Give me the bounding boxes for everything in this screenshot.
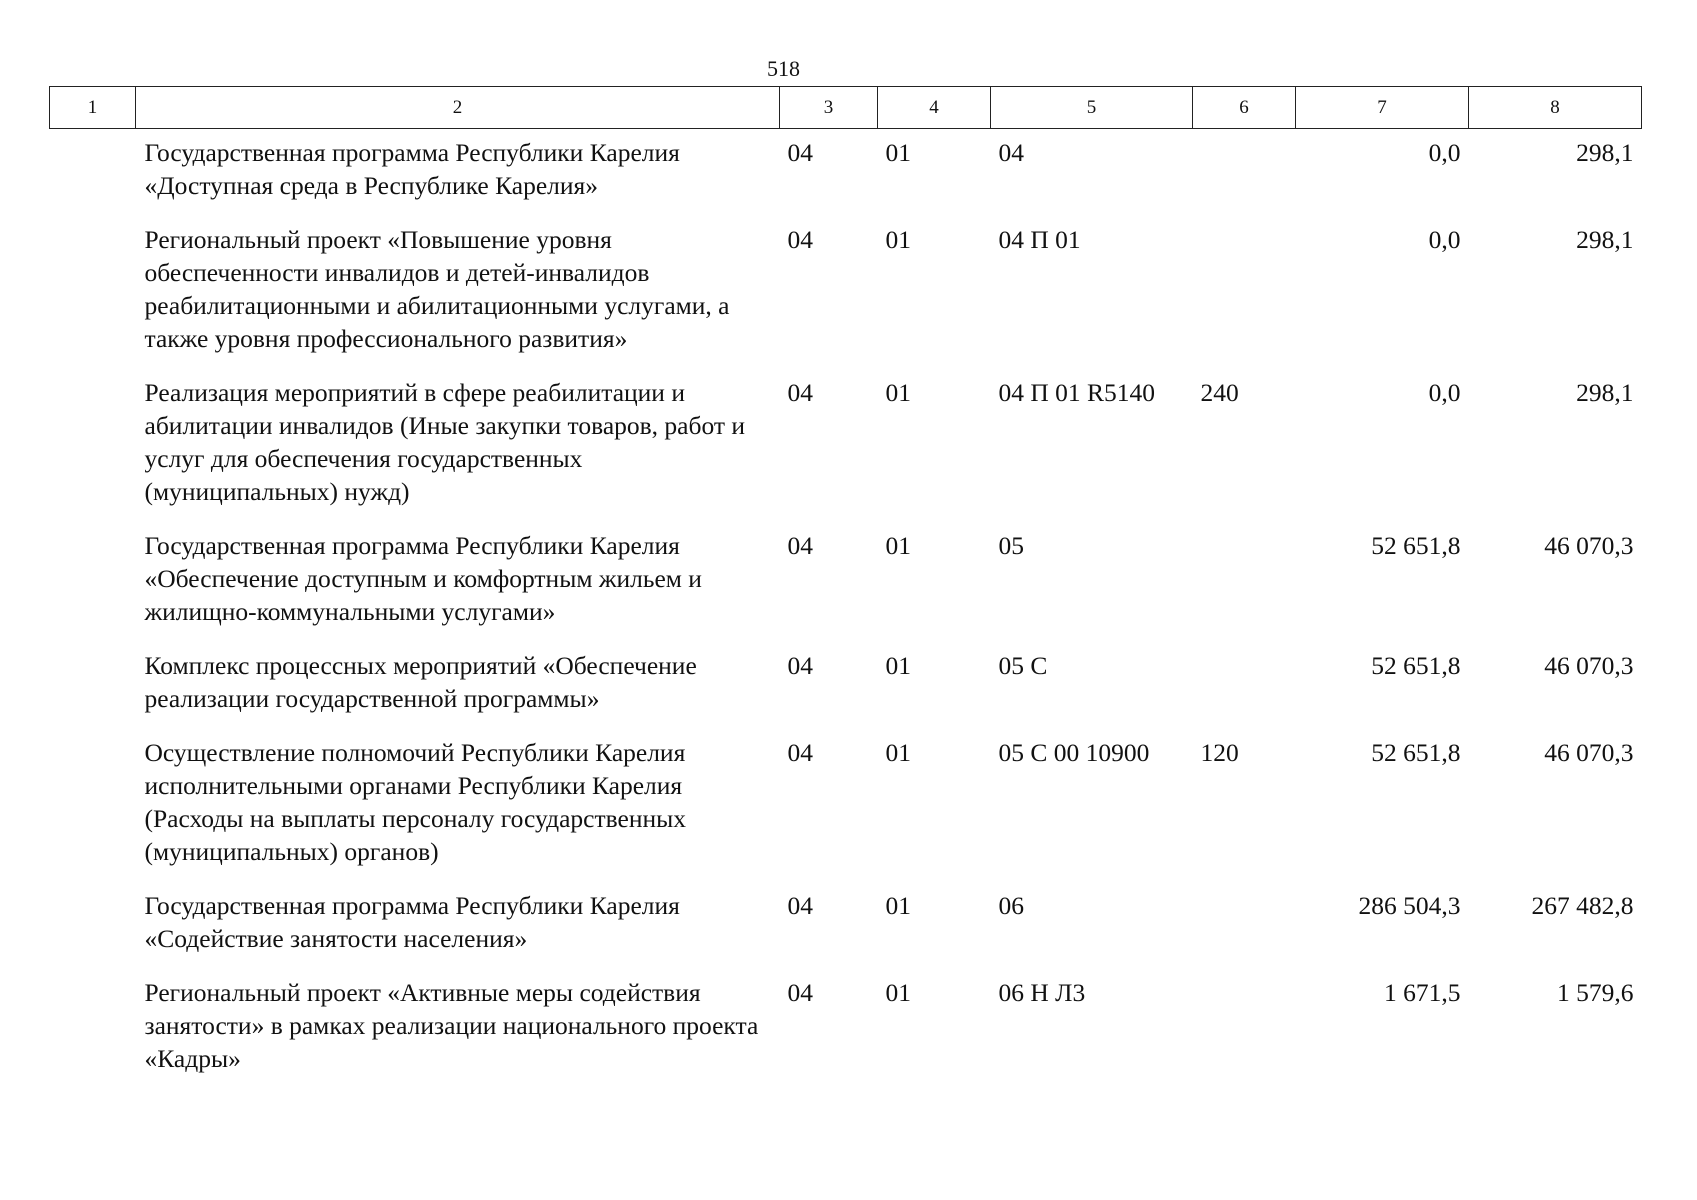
row-section-code: 04 <box>787 225 813 254</box>
row-section-code: 04 <box>787 138 813 167</box>
table-header <box>50 87 1642 129</box>
row-description: Региональный проект «Активные меры содействия занятости» в рамках реализации национального проекта «Кадры» <box>144 978 759 1073</box>
header-col-2: 2 <box>136 87 780 129</box>
row-section-code: 04 <box>787 378 813 407</box>
row-index-cell <box>50 129 136 214</box>
row-amount-col8: 1 579,6 <box>1557 978 1634 1007</box>
row-description: Государственная программа Республики Карелия «Содействие занятости населения» <box>144 891 680 953</box>
table-row <box>50 879 1642 966</box>
budget-table <box>49 86 1642 1086</box>
row-amount-col7: 1 671,5 <box>1384 978 1461 1007</box>
row-index-cell <box>50 366 136 519</box>
row-index-cell <box>50 966 136 1086</box>
table-row <box>50 519 1642 639</box>
header-col-6: 6 <box>1193 87 1296 129</box>
table-row <box>50 213 1642 366</box>
table-row <box>50 966 1642 1086</box>
row-amount-col7: 0,0 <box>1428 378 1461 407</box>
row-amount-col7: 52 651,8 <box>1371 531 1461 560</box>
row-subsection-code: 01 <box>885 738 911 767</box>
row-amount-col8: 46 070,3 <box>1544 738 1634 767</box>
row-amount-col8: 298,1 <box>1576 378 1634 407</box>
row-amount-col7: 52 651,8 <box>1371 738 1461 767</box>
row-target-code: 06 Н Л3 <box>998 978 1086 1007</box>
row-index-cell <box>50 213 136 366</box>
row-target-code: 04 П 01 R5140 <box>998 378 1156 407</box>
row-expense-type <box>1193 879 1296 966</box>
row-section-code: 04 <box>787 651 813 680</box>
header-col-8: 8 <box>1469 87 1642 129</box>
row-subsection-code: 01 <box>885 225 911 254</box>
row-subsection-code: 01 <box>885 651 911 680</box>
row-subsection-code: 01 <box>885 138 911 167</box>
row-expense-type: 240 <box>1200 378 1239 407</box>
row-expense-type <box>1193 966 1296 1086</box>
row-amount-col8: 298,1 <box>1576 138 1634 167</box>
row-description: Региональный проект «Повышение уровня обеспеченности инвалидов и детей-инвалидов реабилитационными и абилитационными услугами, а также уровня профессионального развития» <box>144 225 730 353</box>
row-target-code: 04 <box>998 138 1024 167</box>
header-col-7: 7 <box>1296 87 1469 129</box>
row-target-code: 06 <box>998 891 1024 920</box>
row-expense-type <box>1193 129 1296 214</box>
row-description: Реализация мероприятий в сфере реабилитации и абилитации инвалидов (Иные закупки товаров, работ и услуг для обеспечения государственных (муниципальных) нужд) <box>144 378 746 506</box>
page-number <box>0 56 1697 82</box>
row-section-code: 04 <box>787 891 813 920</box>
row-subsection-code: 01 <box>885 891 911 920</box>
row-expense-type <box>1193 639 1296 726</box>
row-expense-type <box>1193 519 1296 639</box>
row-section-code: 04 <box>787 531 813 560</box>
row-section-code: 04 <box>787 738 813 767</box>
header-col-3: 3 <box>780 87 878 129</box>
row-amount-col7: 286 504,3 <box>1358 891 1461 920</box>
row-description: Комплекс процессных мероприятий «Обеспечение реализации государственной программы» <box>144 651 697 713</box>
row-target-code: 05 С <box>998 651 1048 680</box>
table-row <box>50 726 1642 879</box>
row-amount-col8: 267 482,8 <box>1531 891 1634 920</box>
row-section-code: 04 <box>787 978 813 1007</box>
row-subsection-code: 01 <box>885 531 911 560</box>
row-index-cell <box>50 639 136 726</box>
row-subsection-code: 01 <box>885 378 911 407</box>
table-row <box>50 639 1642 726</box>
row-subsection-code: 01 <box>885 978 911 1007</box>
row-amount-col8: 46 070,3 <box>1544 651 1634 680</box>
row-amount-col7: 0,0 <box>1428 225 1461 254</box>
row-index-cell <box>50 879 136 966</box>
header-row <box>50 87 1642 129</box>
row-amount-col8: 298,1 <box>1576 225 1634 254</box>
row-target-code: 05 С 00 10900 <box>998 738 1150 767</box>
row-amount-col8: 46 070,3 <box>1544 531 1634 560</box>
table-row <box>50 129 1642 214</box>
row-target-code: 04 П 01 <box>998 225 1081 254</box>
row-target-code: 05 <box>998 531 1024 560</box>
row-index-cell <box>50 726 136 879</box>
page-number-text: 518 <box>767 56 800 81</box>
row-index-cell <box>50 519 136 639</box>
row-expense-type <box>1193 213 1296 366</box>
header-col-5: 5 <box>991 87 1193 129</box>
row-description: Государственная программа Республики Карелия «Доступная среда в Республике Карелия» <box>144 138 680 200</box>
header-col-1: 1 <box>50 87 136 129</box>
row-amount-col7: 52 651,8 <box>1371 651 1461 680</box>
row-amount-col7: 0,0 <box>1428 138 1461 167</box>
row-description: Государственная программа Республики Карелия «Обеспечение доступным и комфортным жильем и жилищно-коммунальными услугами» <box>144 531 702 626</box>
row-description: Осуществление полномочий Республики Карелия исполнительными органами Республики Карелия (Расходы на выплаты персоналу государственных (муниципальных) органов) <box>144 738 686 866</box>
table-body <box>50 129 1642 1087</box>
header-col-4: 4 <box>878 87 991 129</box>
row-expense-type: 120 <box>1200 738 1239 767</box>
table-row <box>50 366 1642 519</box>
